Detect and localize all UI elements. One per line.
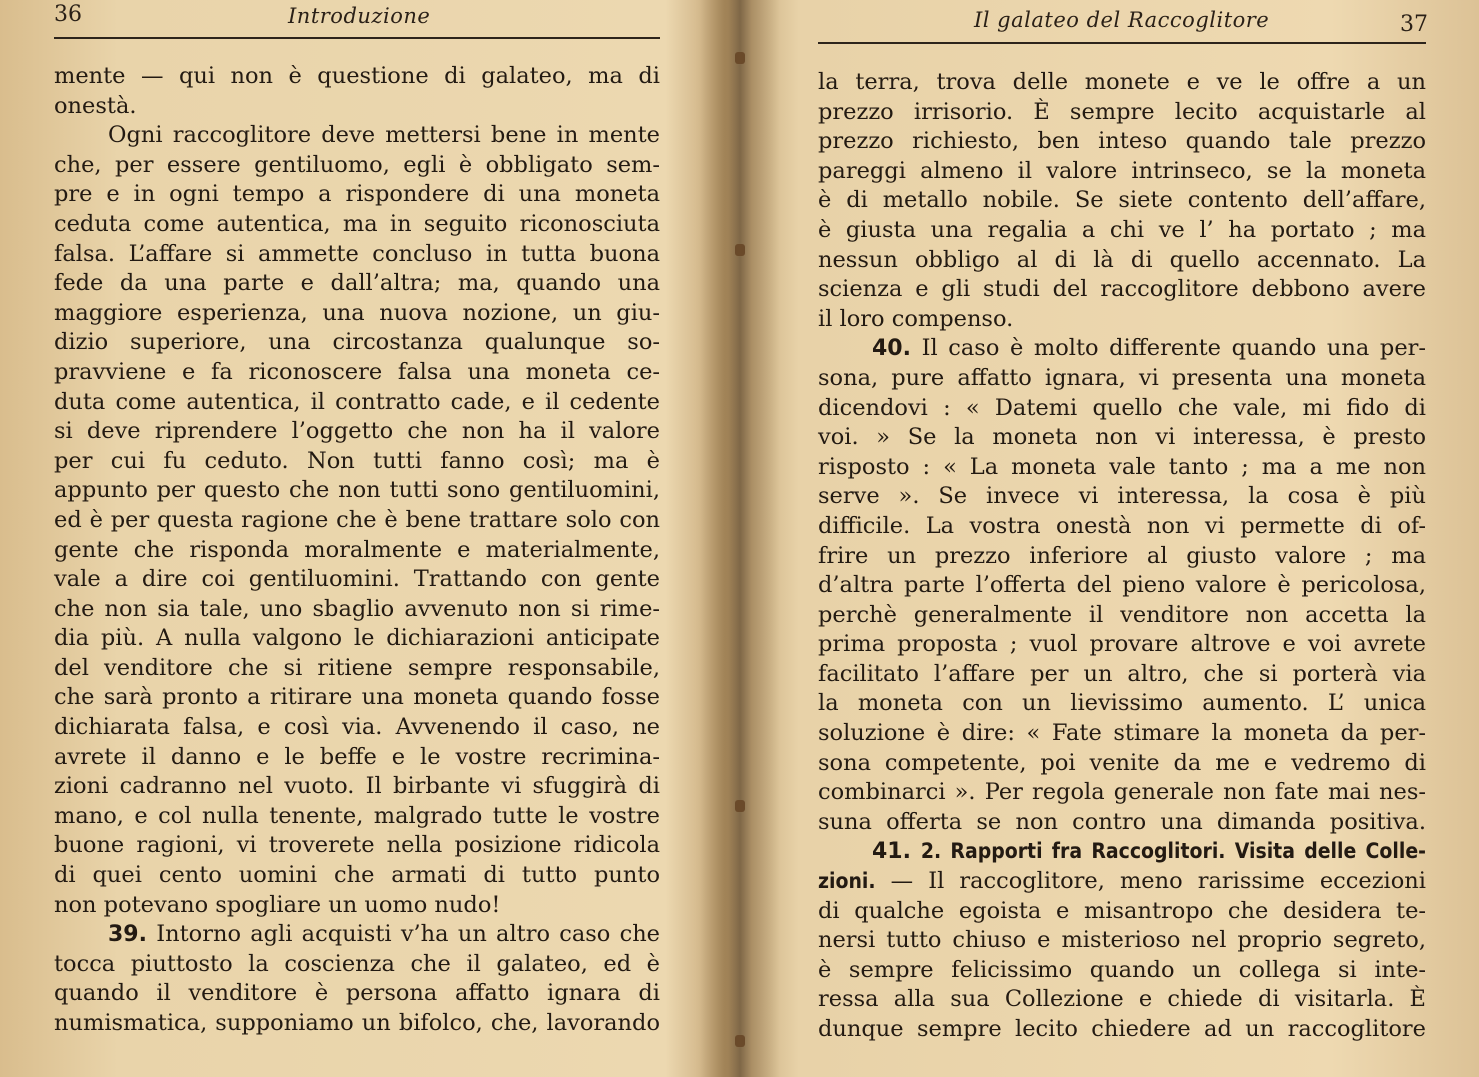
text-line: scienza e gli studi del raccoglitore debbono avere [818, 276, 1426, 303]
text-line: pravviene e fa riconoscere falsa una moneta ce- [54, 358, 660, 385]
text-line: risposto : « La moneta vale tanto ; ma a me non [818, 453, 1426, 480]
text-line: pareggi almeno il valore intrinseco, se la moneta [818, 157, 1426, 184]
text-line: d’altra parte l’offerta del pieno valore è pericolosa, [818, 572, 1426, 599]
text-line: è di metallo nobile. Se siete contento dell’affare, [818, 187, 1426, 214]
text-line: il loro compenso. [818, 305, 1014, 332]
left-running-title: Introduzione [288, 4, 431, 28]
right-running-title: Il galateo del Raccoglitore [974, 8, 1270, 32]
text-line: falsa. L’affare si ammette concluso in tutta buona [54, 240, 660, 267]
text-line: perchè generalmente il venditore non accetta la [818, 601, 1426, 628]
text-line: di qualche egoista e misantropo che desidera te- [818, 897, 1426, 924]
section-41-second-line [818, 867, 1426, 897]
text-line: che sarà pronto a ritirare una moneta quando fosse [54, 684, 660, 711]
text-line: ed è per questa ragione che è bene trattare solo con [54, 506, 660, 533]
text-line: serve ». Se invece vi interessa, la cosa è più [818, 483, 1426, 510]
text-line: combinarci ». Per regola generale non fate mai nes- [818, 779, 1426, 806]
text-line: duta come autentica, il contratto cade, e il cedente [54, 388, 660, 415]
text-line: non potevano spogliare un uomo nudo! [54, 891, 501, 918]
text-line: prima proposta ; vuol provare altrove e voi avrete [818, 631, 1426, 658]
text-line: la moneta con un lievissimo aumento. L’ unica [818, 690, 1426, 717]
text-line: suna offerta se non contro una dimanda positiva. [818, 808, 1426, 835]
text-line: vale a dire coi gentiluomini. Trattando con gente [54, 566, 660, 593]
text-line: dizio superiore, una circostanza qualunque so- [54, 329, 660, 356]
section-39-first-line [54, 920, 660, 950]
text-line: dicendovi : « Datemi quello che vale, mi fido di [818, 394, 1426, 421]
header-rule [54, 37, 660, 39]
header-rule [818, 42, 1426, 44]
text-line: ressa alla sua Collezione e chiede di visitarla. È [818, 986, 1426, 1013]
text-line: dunque sempre lecito chiedere ad un raccoglitore [818, 1016, 1426, 1042]
text-line: di quei cento uomini che armati di tutto punto [54, 862, 660, 889]
text-line: la terra, trova delle monete e ve le offre a un [818, 69, 1426, 95]
section-number: 41. [872, 839, 911, 865]
text-line: voi. » Se la moneta non vi interessa, è presto [818, 424, 1426, 451]
text-fragment: Intorno agli acquisti v’ha un altro caso che [156, 921, 660, 948]
text-line: che non sia tale, uno sbaglio avvenuto non si rime- [54, 595, 660, 622]
text-line: zioni cadranno nel vuoto. Il birbante vi sfuggirà di [54, 773, 660, 800]
text-line: prezzo richiesto, ben inteso quando tale prezzo [818, 128, 1426, 155]
text-line: onestà. [54, 92, 137, 119]
text-line: mente — qui non è questione di galateo, ma di [54, 63, 660, 89]
text-line: dichiarata falsa, e così via. Avvenendo il caso, ne [54, 714, 660, 741]
text-line: sona, pure affatto ignara, vi presenta una moneta [818, 364, 1426, 391]
text-line: per cui fu ceduto. Non tutti fanno così; ma è [54, 447, 660, 474]
left-page-number: 36 [54, 2, 82, 27]
text-line: facilitato l’affare per un altro, che si porterà via [818, 660, 1426, 687]
text-line: difficile. La vostra onestà non vi permette di of- [818, 512, 1426, 539]
text-fragment: Il caso è molto differente quando una per- [921, 335, 1427, 362]
text-line: maggiore esperienza, una nuova nozione, un giu- [54, 299, 660, 326]
section-41-heading-line [818, 837, 1426, 867]
text-line: dia più. A nulla valgono le dichiarazioni anticipate [54, 625, 660, 652]
left-page [0, 0, 720, 1077]
text-line: che, per essere gentiluomo, egli è obbligato sem- [54, 151, 660, 178]
text-line: fede da una parte e dall’altra; ma, quando una [54, 270, 660, 297]
text-line: appunto per questo che non tutti sono gentiluomini, [54, 477, 660, 504]
text-line: è sempre felicissimo quando un collega si inte- [818, 956, 1426, 983]
section-number: 39. [108, 922, 147, 948]
text-fragment: — Il raccoglitore, meno rarissime eccezioni [890, 868, 1426, 895]
section-40-first-line [818, 334, 1426, 364]
text-line: si deve riprendere l’oggetto che non ha il valore [54, 418, 660, 445]
section-heading: 2. Rapporti fra Raccoglitori. Visita delle Colle- [920, 839, 1426, 864]
text-line: mano, e col nulla tenente, malgrado tutte le vostre [54, 802, 660, 829]
text-line: ceduta come autentica, ma in seguito riconosciuta [54, 210, 660, 237]
text-line: nersi tutto chiuso e misterioso nel proprio segreto, [818, 927, 1426, 954]
left-body-text [54, 62, 660, 1039]
text-line: nessun obbligo al di là di quello accennato. La [818, 246, 1426, 273]
text-line: numismatica, supponiamo un bifolco, che, lavorando [54, 1010, 660, 1036]
text-line: soluzione è dire: « Fate stimare la moneta da per- [818, 720, 1426, 747]
text-line: prezzo irrisorio. È sempre lecito acquistarle al [818, 98, 1426, 125]
text-line: è giusta una regalia a chi ve l’ ha portato ; ma [818, 216, 1426, 243]
text-line: sona competente, poi venite da me e vedremo di [818, 749, 1426, 776]
text-line: pre e in ogni tempo a rispondere di una moneta [54, 181, 660, 208]
text-line: avrete il danno e le beffe e le vostre recrimina- [54, 743, 660, 770]
section-heading: zioni. [818, 869, 876, 894]
right-body-text [818, 68, 1426, 1045]
right-page-number: 37 [1400, 12, 1428, 37]
right-page [740, 0, 1479, 1077]
text-line: Ogni raccoglitore deve mettersi bene in mente [108, 122, 660, 149]
text-line: quando il venditore è persona affatto ignara di [54, 980, 660, 1007]
section-number: 40. [872, 336, 911, 362]
text-line: del venditore che si ritiene sempre responsabile, [54, 654, 660, 681]
text-line: tocca piuttosto la coscienza che il galateo, ed è [54, 950, 660, 977]
text-line: gente che risponda moralmente e materialmente, [54, 536, 660, 563]
text-line: frire un prezzo inferiore al giusto valore ; ma [818, 542, 1426, 569]
text-line: buone ragioni, vi troverete nella posizione ridicola [54, 832, 660, 859]
